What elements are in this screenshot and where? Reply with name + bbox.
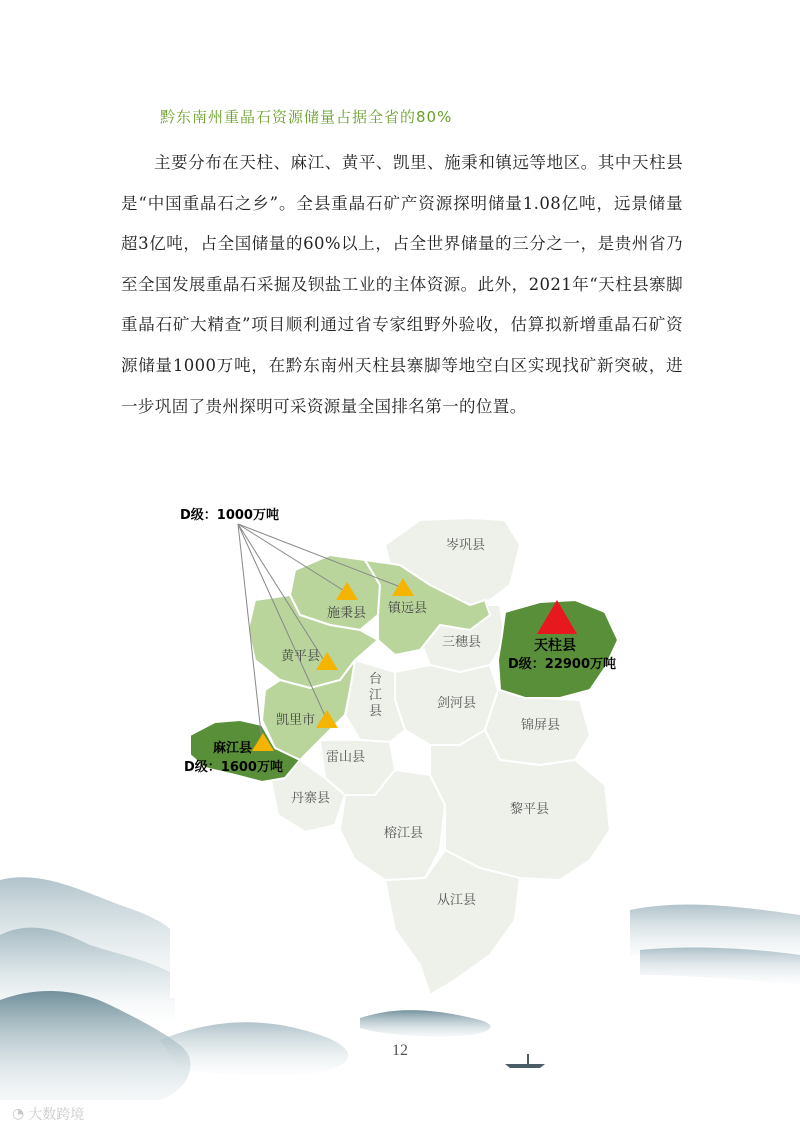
watermark-logo-icon: ◔ xyxy=(12,1106,25,1122)
label-taijiang-char-1: 台 xyxy=(369,672,383,687)
label-kaili: 凯里市 xyxy=(276,713,316,728)
label-rongjiang: 榕江县 xyxy=(384,826,424,841)
label-danzhai: 丹寨县 xyxy=(291,791,331,806)
label-taijiang-char-2: 江 xyxy=(369,688,383,703)
label-jinping: 锦屏县 xyxy=(521,718,561,733)
page-number: 12 xyxy=(392,1042,408,1059)
watermark xyxy=(12,1104,84,1124)
callout-tianzhu-reserve: D级：22900万吨 xyxy=(508,657,617,672)
callout-north-reserve: D级：1000万吨 xyxy=(180,508,279,523)
section-heading: 黔东南州重晶石资源储量占据全省的80% xyxy=(160,108,453,126)
label-majiang: 麻江县 xyxy=(213,741,253,756)
label-cengong: 岑巩县 xyxy=(446,538,486,553)
label-jianhe: 剑河县 xyxy=(437,696,477,711)
label-tianzhu: 天柱县 xyxy=(534,638,576,654)
label-huangping: 黄平县 xyxy=(281,649,321,664)
label-taijiang-char-3: 县 xyxy=(369,704,383,719)
callout-majiang-reserve: D级：1600万吨 xyxy=(184,760,283,775)
label-congjiang: 从江县 xyxy=(437,893,477,908)
label-liping: 黎平县 xyxy=(510,802,550,817)
label-shibing: 施秉县 xyxy=(327,606,367,621)
body-paragraph: 主要分布在天柱、麻江、黄平、凯里、施秉和镇远等地区。其中天柱县是“中国重晶石之乡”。全县重晶石矿产资源探明储量1.08亿吨，远景储量超3亿吨，占全国储量的60%以上，占全世界储量的三分之一，是贵州省乃至全国发展重晶石采掘及钡盐工业的主体资源。此外，2021年“天柱县寨脚重晶石矿大精查”项目顺利通过省专家组野外验收，估算拟新增重晶石矿资源储量1000万吨，在黔东南州天柱县寨脚等地空白区实现找矿新突破，进一步巩固了贵州探明可采资源量全国排名第一的位置。 xyxy=(121,153,683,416)
label-leishan: 雷山县 xyxy=(326,750,366,765)
label-zhenyuan: 镇远县 xyxy=(388,601,428,616)
label-sansui: 三穗县 xyxy=(442,635,482,650)
watermark-text: 大数跨境 xyxy=(28,1107,85,1123)
